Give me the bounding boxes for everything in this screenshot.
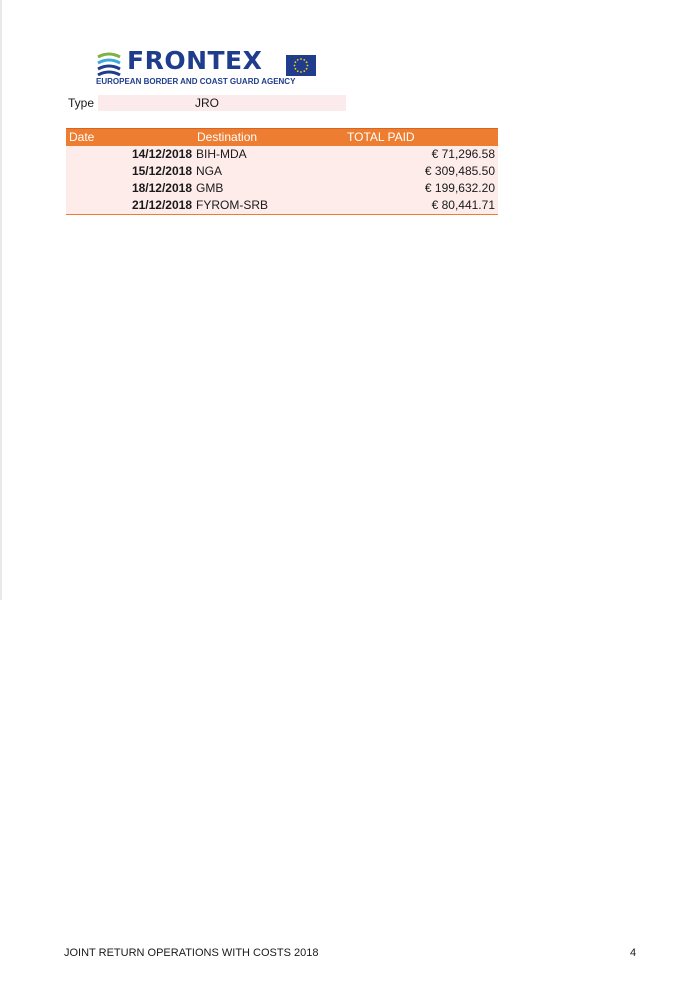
row-date: 21/12/2018 [131, 198, 192, 212]
header-destination: Destination [197, 130, 258, 144]
row-date: 14/12/2018 [131, 147, 192, 161]
row-total-paid: € 80,441.71 [431, 198, 495, 212]
row-date: 15/12/2018 [131, 164, 192, 178]
costs-table [66, 128, 498, 215]
type-label: Type [68, 96, 95, 110]
logo-subtitle: EUROPEAN BORDER AND COAST GUARD AGENCY [96, 77, 296, 86]
footer-title: JOINT RETURN OPERATIONS WITH COSTS 2018 [64, 947, 319, 959]
eu-flag-icon [286, 55, 316, 76]
table-row [66, 163, 498, 180]
row-total-paid: € 199,632.20 [424, 181, 495, 195]
row-destination: FYROM-SRB [196, 198, 268, 212]
row-destination: BIH-MDA [196, 147, 247, 161]
row-date: 18/12/2018 [131, 181, 192, 195]
table-header [66, 128, 498, 146]
row-destination: GMB [196, 181, 224, 195]
page-number: 4 [630, 947, 637, 959]
header-total-paid: TOTAL PAID [347, 130, 415, 144]
row-total-paid: € 309,485.50 [424, 164, 495, 178]
type-highlight [98, 95, 346, 111]
frontex-emblem-icon [96, 52, 122, 76]
row-destination: NGA [196, 164, 223, 178]
row-total-paid: € 71,296.58 [431, 147, 495, 161]
frontex-logo [96, 46, 322, 90]
type-value: JRO [195, 96, 219, 110]
table-body [66, 146, 498, 215]
scan-edge [0, 0, 2, 600]
table-row [66, 146, 498, 163]
type-row [68, 95, 348, 111]
table-row [66, 180, 498, 197]
logo-name: FRONTEX [127, 46, 263, 75]
header-date: Date [69, 130, 95, 144]
table-row [66, 197, 498, 214]
